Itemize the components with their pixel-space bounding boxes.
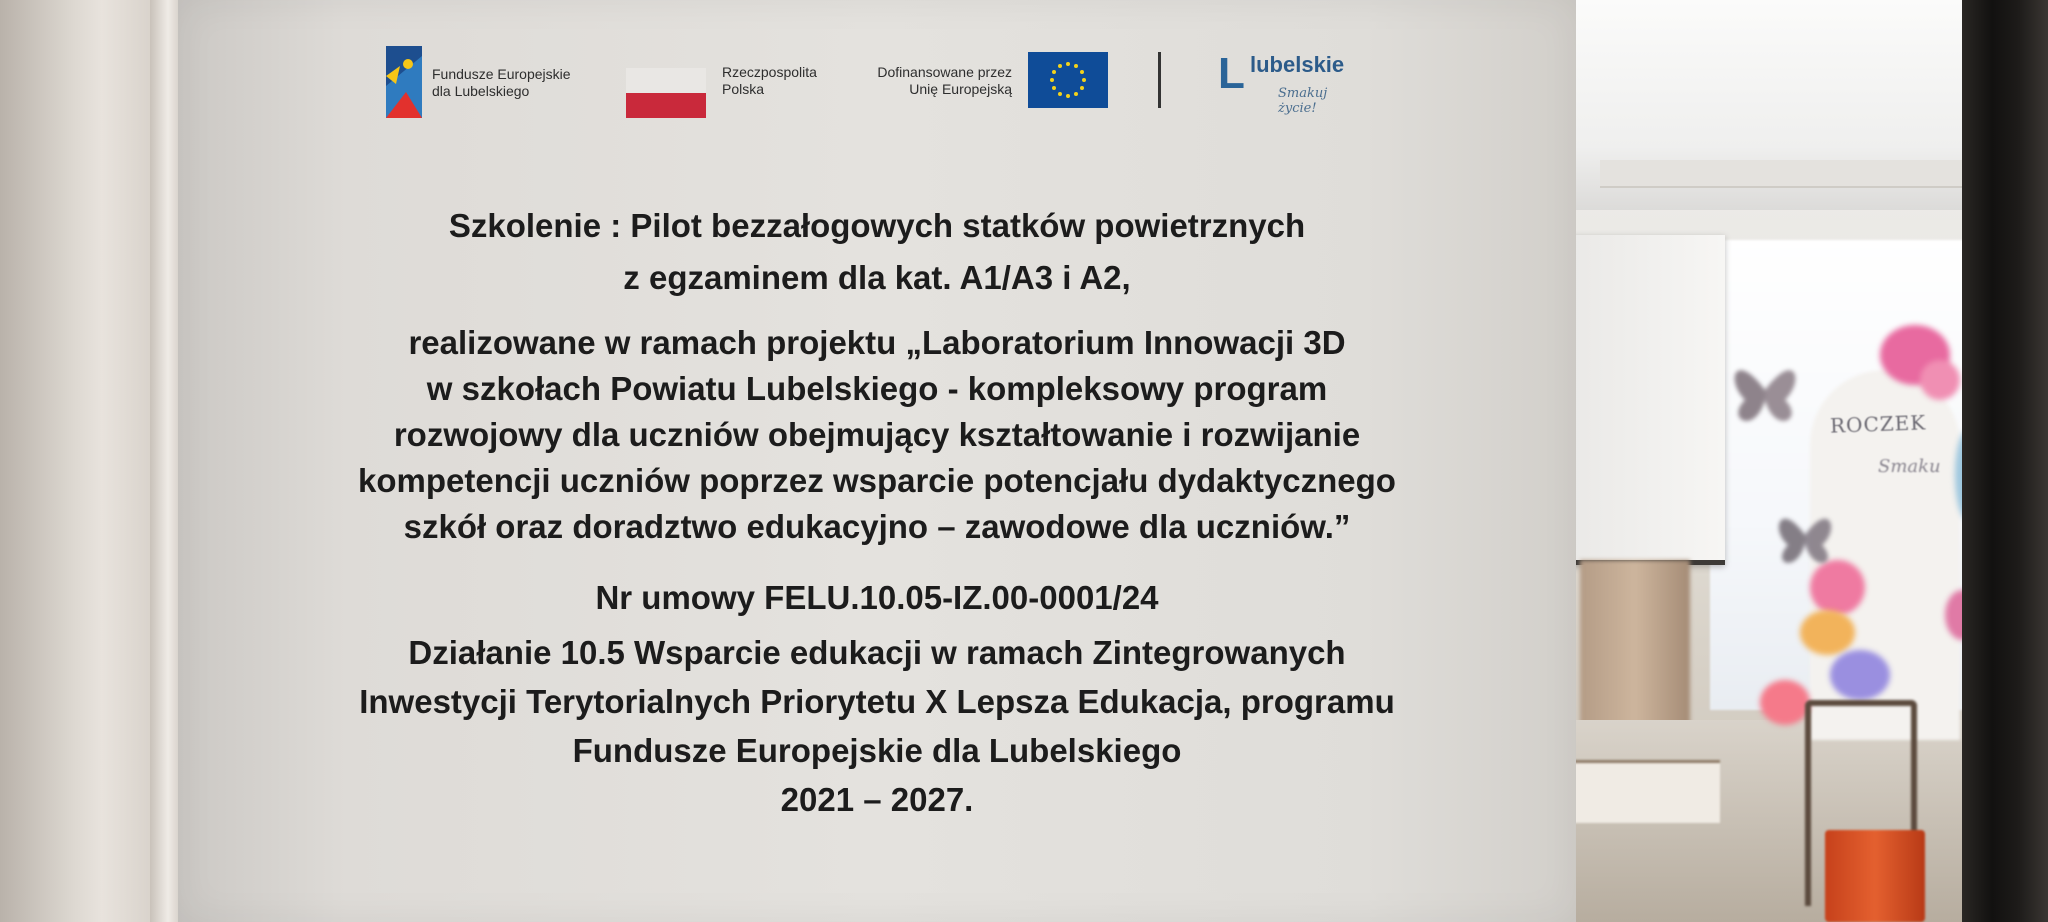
title-line: Szkolenie : Pilot bezzałogowych statków powietrznych	[448, 207, 1306, 244]
notice-sheet	[178, 0, 1576, 922]
logo-strip	[178, 40, 1576, 130]
contract-line: Nr umowy FELU.10.05-IZ.00-0001/24	[595, 579, 1159, 616]
title-line: z egzaminem dla kat. A1/A3 i A2,	[623, 259, 1131, 296]
poland-flag-icon	[626, 68, 706, 118]
project-line: szkół oraz doradztwo edukacyjno – zawodowe dla uczniów.”	[403, 508, 1351, 545]
balloon	[1830, 650, 1890, 700]
poland-logo-text: Rzeczpospolita Polska	[722, 64, 817, 97]
lubelskie-emblem-icon: L	[1218, 49, 1245, 98]
logo-divider	[1158, 52, 1161, 108]
balloon	[1800, 610, 1855, 655]
action-line: Fundusze Europejskie dla Lubelskiego	[572, 732, 1182, 769]
european-funds-icon	[386, 46, 422, 118]
balloon	[1920, 360, 1960, 400]
butterfly-decoration	[1725, 340, 1805, 440]
project-line: w szkołach Powiatu Lubelskiego - kompleksowy program	[426, 370, 1328, 407]
project-line: rozwojowy dla uczniów obejmujący kształtowanie i rozwijanie	[393, 416, 1361, 453]
right-door-frame	[1962, 0, 2048, 922]
european-funds-logo-text: Fundusze Europejskie dla Lubelskiego	[432, 66, 571, 99]
arch-sign-script: Smaku	[1878, 456, 1941, 477]
orange-bucket	[1825, 830, 1925, 922]
project-description	[178, 320, 1576, 550]
left-door-frame	[150, 0, 180, 922]
training-title	[178, 200, 1576, 304]
lubelskie-logo-text: lubelskie	[1250, 52, 1345, 77]
lubelskie-slogan: Smakuj życie!	[1278, 86, 1328, 116]
projection-screen	[1560, 235, 1725, 565]
background-room	[1560, 0, 1980, 922]
contract-number	[178, 572, 1576, 624]
project-line: realizowane w ramach projektu „Laboratorium Innowacji 3D	[408, 324, 1346, 361]
lubelskie-logo	[1208, 48, 1368, 118]
eu-cofinanced-text: Dofinansowane przez Unię Europejską	[877, 64, 1012, 97]
project-line: kompetencji uczniów poprzez wsparcie potencjału dydaktycznego	[358, 462, 1396, 499]
action-line: Działanie 10.5 Wsparcie edukacji w ramach Zintegrowanych	[408, 634, 1346, 671]
butterfly-decoration	[1770, 495, 1840, 575]
balloon	[1760, 680, 1810, 725]
eu-flag-icon	[1028, 52, 1108, 108]
action-line: 2021 – 2027.	[780, 781, 974, 818]
ceiling-beam	[1600, 160, 1980, 188]
action-description	[178, 628, 1576, 824]
table	[1570, 760, 1720, 823]
action-line: Inwestycji Terytorialnych Priorytetu X Lepsza Edukacja, programu	[359, 683, 1395, 720]
arch-sign-text: ROCZEK	[1829, 410, 1927, 438]
